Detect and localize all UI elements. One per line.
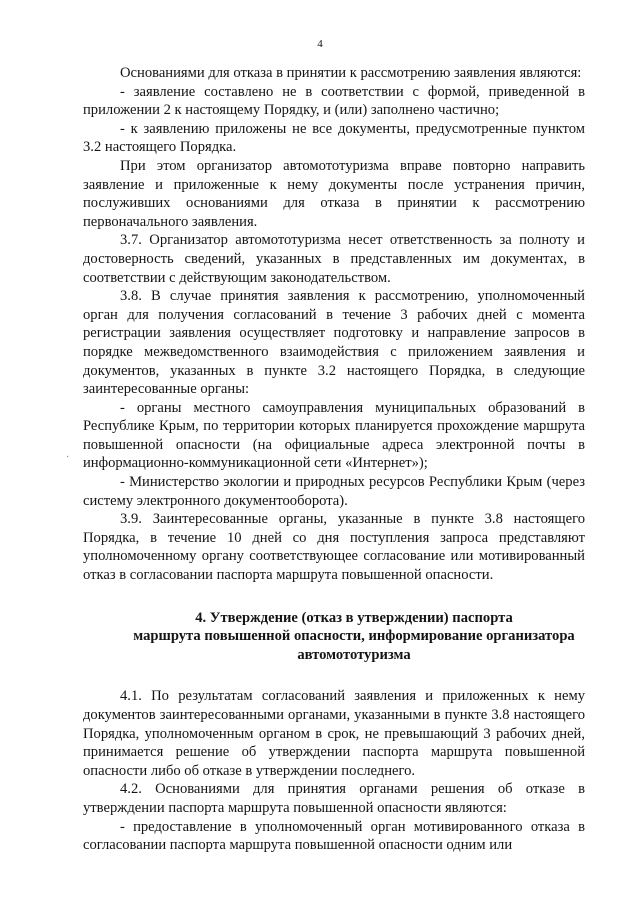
section-4-heading-line: автомототуризма	[297, 646, 411, 663]
paragraph-resubmission: При этом организатор автомототуризма вправе повторно направить заявление и приложенные к нему документы после устранения причин, послуживших основаниями для отказа в принятии к рассмотрению первоначального заявления.	[83, 157, 585, 230]
paragraph-refusal-approval-ground: - предоставление в уполномоченный орган мотивированного отказа в согласовании паспорта маршрута повышенной опасности одним или	[83, 818, 585, 854]
paragraph-refusal-form: - заявление составлено не в соответствии с формой, приведенной в приложении 2 к настоящему Порядку, и (или) заполнено частично;	[83, 83, 585, 119]
section-4-heading-line: 4. Утверждение (отказ в утверждении) паспорта	[195, 609, 513, 626]
paragraph-local-authorities: - органы местного самоуправления муниципальных образований в Республике Крым, по территории которых планируется прохождение маршрута повышенной опасности (на официальные адреса электронной почты в информационно-коммуникационной сети «Интернет»);	[83, 399, 585, 472]
page-number: 4	[317, 38, 323, 50]
section-4-heading-line: маршрута повышенной опасности, информирование организатора	[133, 628, 575, 645]
paragraph-4-2: 4.2. Основаниями для принятия органами решения об отказе в утверждении паспорта маршрута повышенной опасности являются:	[83, 781, 585, 816]
paragraph-3-8: 3.8. В случае принятия заявления к рассмотрению, уполномоченный орган для получения согласований в течение 3 рабочих дней с момента регистрации заявления осуществляет подготовку и направление запросов в порядке межведомственного взаимодействия с приложением заявления и документов, указанных в пункте 3.2 настоящего Порядка, в следующие заинтересованные органы:	[83, 288, 585, 398]
paragraph-refusal-documents: - к заявлению приложены не все документы, предусмотренные пунктом 3.2 настоящего Порядка.	[83, 120, 585, 156]
document-body	[83, 64, 585, 855]
paragraph-ministry-ecology: - Министерство экологии и природных ресурсов Республики Крым (через систему электронного документооборота).	[83, 474, 585, 509]
paragraph-3-7: 3.7. Организатор автомототуризма несет ответственность за полноту и достоверность сведений, указанных в представленных им документах, в соответствии с действующим законодательством.	[83, 232, 585, 286]
margin-dot-mark: ·	[66, 452, 70, 463]
paragraph-4-1: 4.1. По результатам согласований заявления и приложенных к нему документов заинтересованными органами, указанными в пункте 3.8 настоящего Порядка, уполномоченным органом в срок, не превышающий 3 рабочих дней, принимается решение об утверждении паспорта маршрута повышенной опасности либо об отказе в утверждении последнего.	[83, 688, 585, 779]
paragraph-3-9: 3.9. Заинтересованные органы, указанные в пункте 3.8 настоящего Порядка, в течение 10 дней со дня поступления запроса представляют уполномоченному органу соответствующее согласование или мотивированный отказ в согласовании паспорта маршрута повышенной опасности.	[83, 511, 585, 584]
paragraph-refusal-grounds: Основаниями для отказа в принятии к рассмотрению заявления являются:	[120, 65, 582, 81]
section-4-heading	[83, 609, 585, 665]
